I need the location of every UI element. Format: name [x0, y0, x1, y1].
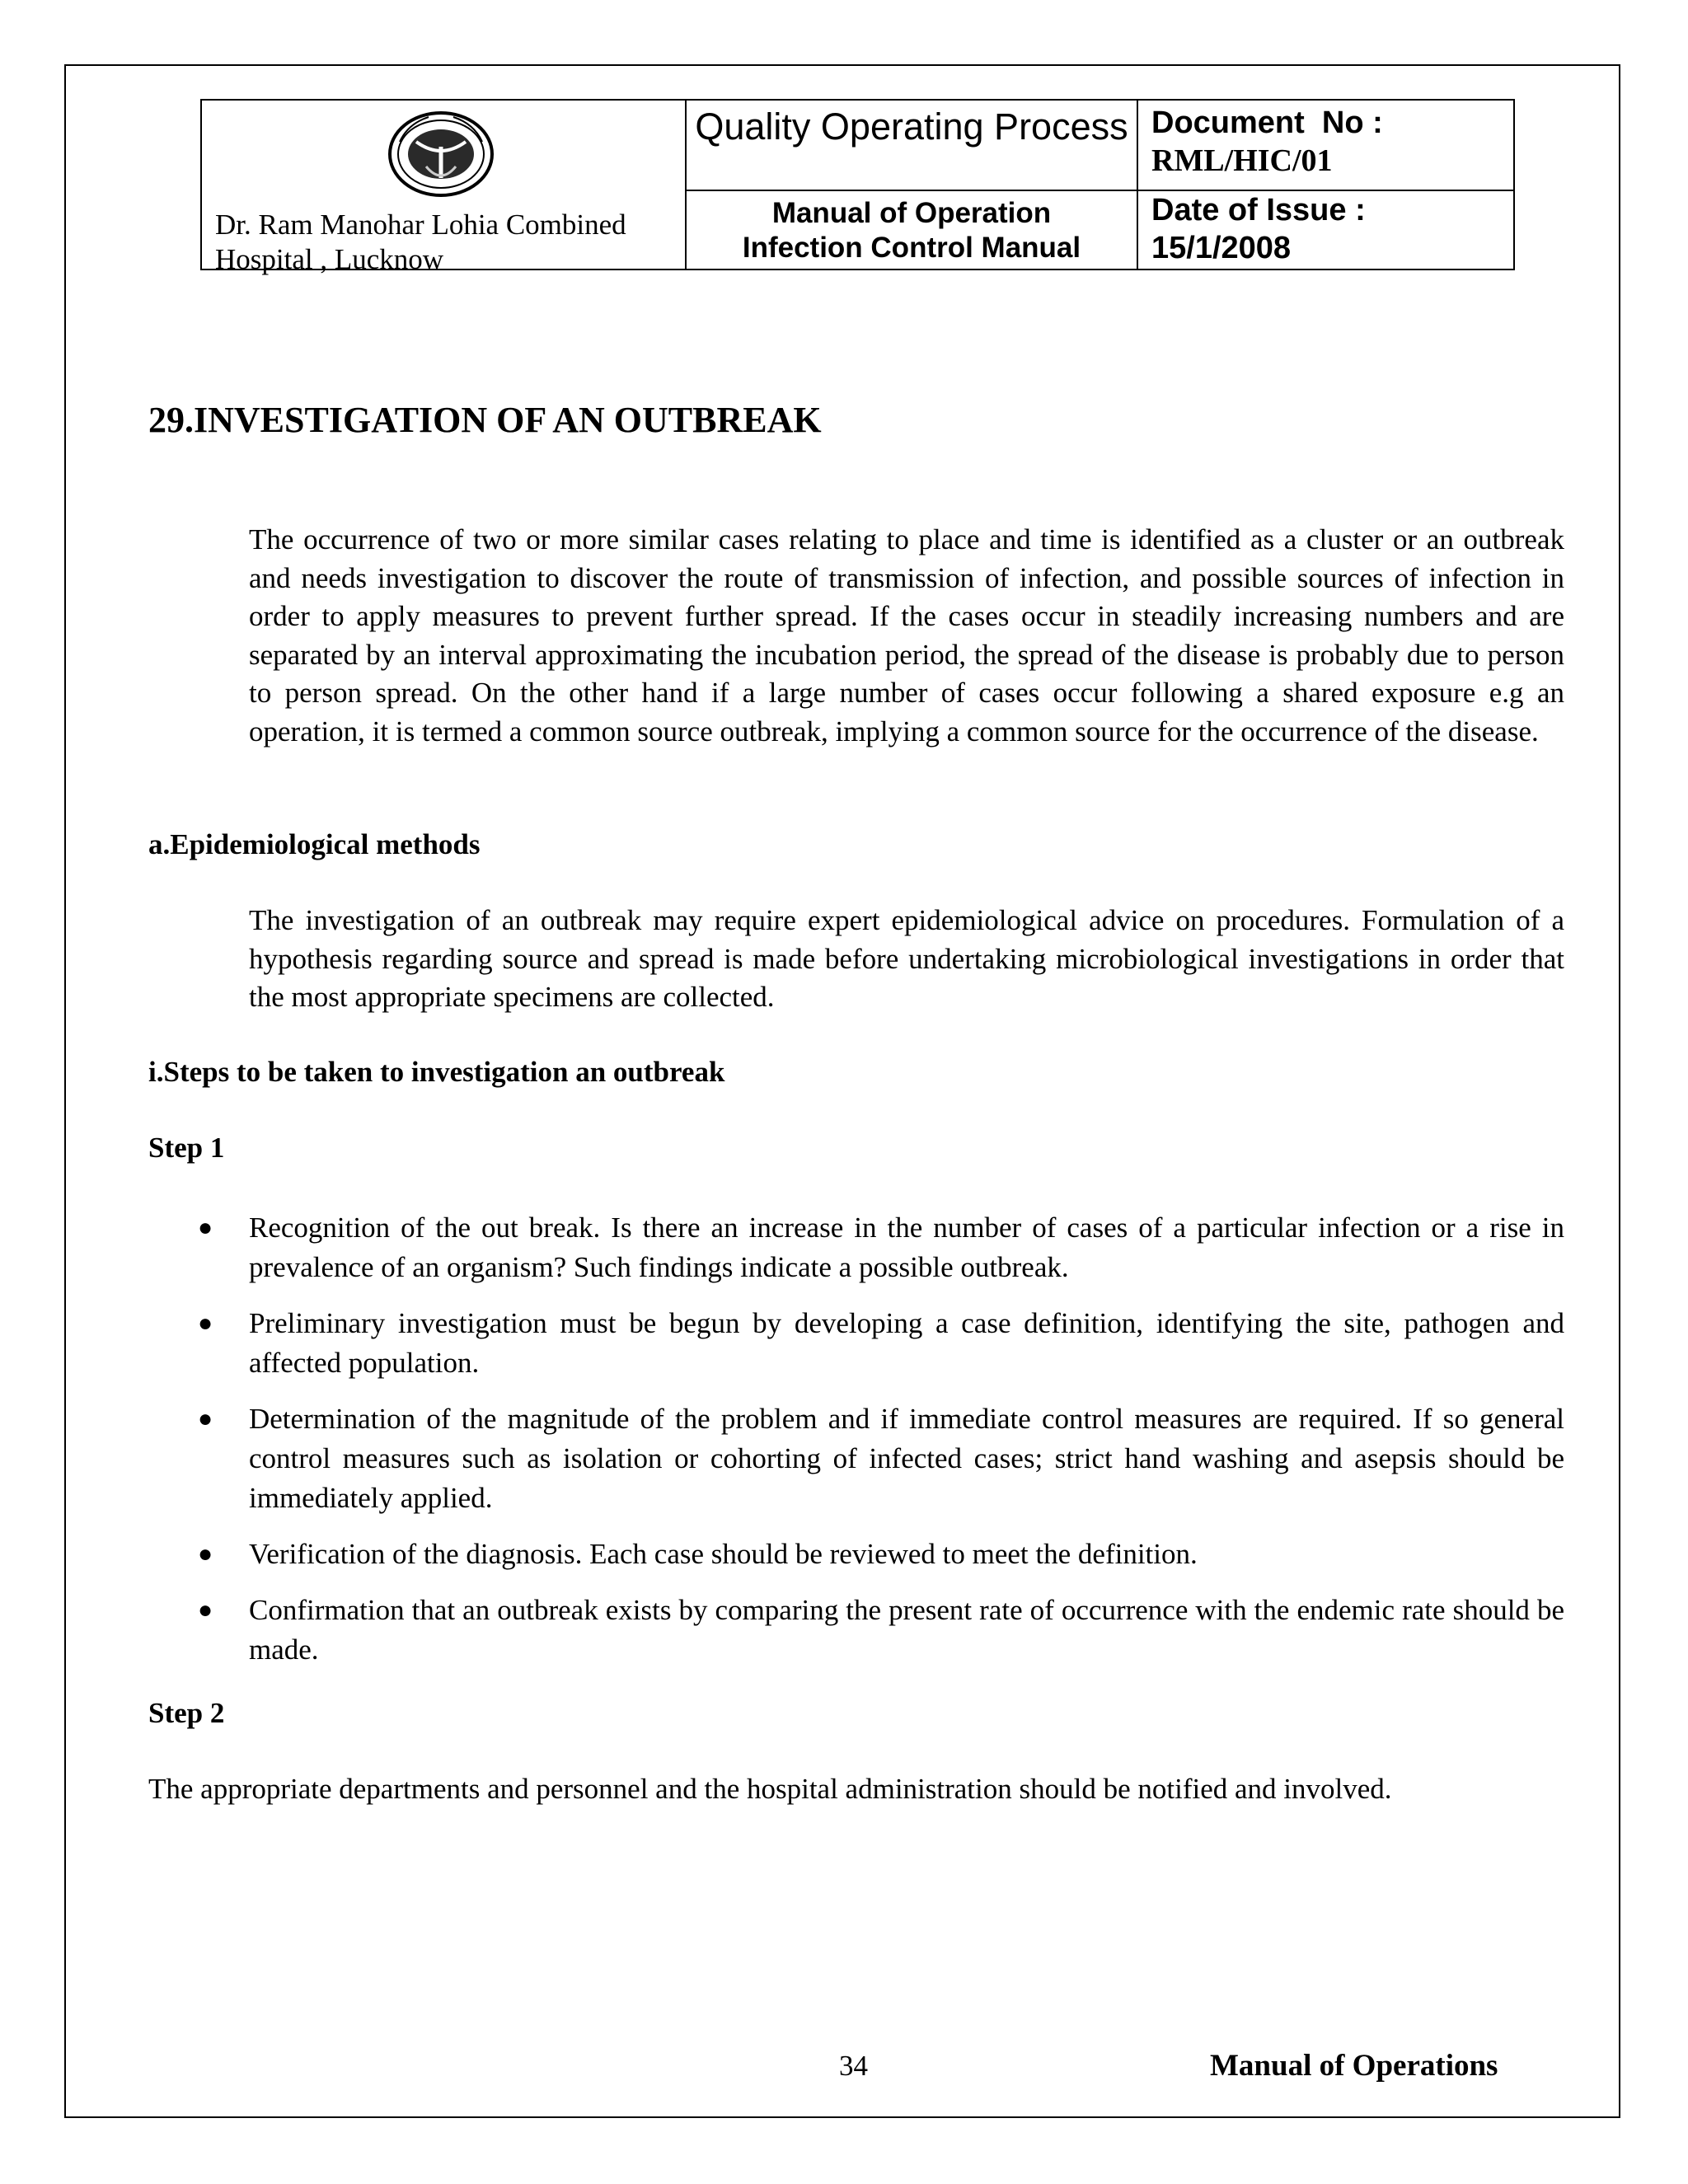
uttar-pradesh-emblem-icon [383, 109, 499, 199]
manual-line-2: Infection Control Manual [742, 232, 1081, 264]
bullet-item [198, 1208, 1564, 1287]
bullet-icon: ● [198, 1214, 213, 1241]
bullet-text: Preliminary investigation must be begun by developing a case definition, identifying the site, pathogen and affected population. [249, 1307, 1564, 1379]
document-number-value: RML/HIC/01 [1151, 143, 1333, 178]
bullet-item [198, 1535, 1564, 1574]
bullet-icon: ● [198, 1540, 213, 1568]
manual-title [687, 196, 1137, 265]
bullet-text: Determination of the magnitude of the problem and if immediate control measures are required. If so general control measures such as isolation or cohorting of infected cases; strict hand washing and asepsis should be immediately applied. [249, 1403, 1564, 1514]
step-2-paragraph: The appropriate departments and personnel and the hospital administration should be notified and involved. [148, 1773, 1392, 1805]
date-of-issue-label: Date of Issue : [1151, 193, 1366, 227]
page-border [64, 64, 1620, 2118]
bullet-icon: ● [198, 1405, 213, 1432]
bullet-text: Verification of the diagnosis. Each case should be reviewed to meet the definition. [249, 1538, 1198, 1570]
page-number: 34 [839, 2050, 868, 2082]
date-of-issue-value: 15/1/2008 [1151, 231, 1292, 265]
epidemiological-methods-paragraph: The investigation of an outbreak may require expert epidemiological advice on procedures. Formulation of a hypothesis regarding source and spread is made before undertaking microbiological investigations in order that the most appropriate specimens are collected. [249, 904, 1564, 1013]
bullet-item [198, 1399, 1564, 1518]
step-1-heading: Step 1 [148, 1132, 225, 1164]
quality-operating-process-title: Quality Operating Process [695, 105, 1128, 148]
qop-cell [687, 101, 1138, 191]
intro-paragraph: The occurrence of two or more similar cases relating to place and time is identified as a cluster or an outbreak and needs investigation to discover the route of transmission of infection, and possible sources of infection in order to apply measures to prevent further spread. If the cases occur in steadily increasing numbers and are separated by an interval approximating the incubation period, the spread of the disease is probably due to person to person spread. On the other hand if a large number of cases occur following a shared exposure e.g an operation, it is termed a common source outbreak, implying a common source for the occurrence of the disease. [249, 523, 1564, 748]
footer-title: Manual of Operations [1210, 2049, 1498, 2083]
step-2-heading: Step 2 [148, 1697, 225, 1729]
hospital-name: Dr. Ram Manohar Lohia Combined Hospital , Lucknow [215, 209, 626, 275]
bullet-text: Confirmation that an outbreak exists by comparing the present rate of occurrence with the endemic rate should be made. [249, 1594, 1564, 1666]
document-header-table [200, 99, 1515, 275]
bullet-icon: ● [198, 1596, 213, 1624]
section-title: 29.INVESTIGATION OF AN OUTBREAK [148, 400, 822, 440]
date-of-issue-cell [1138, 191, 1513, 269]
steps-heading: i.Steps to be taken to investigation an outbreak [148, 1056, 725, 1088]
bullet-icon: ● [198, 1310, 213, 1337]
document-number-cell [1138, 101, 1513, 191]
bullet-item [198, 1591, 1564, 1670]
document-number-label: Document No : [1151, 105, 1383, 140]
hospital-cell [202, 101, 687, 275]
bullet-text: Recognition of the out break. Is there an increase in the number of cases of a particular infection or a rise in prevalence of an organism? Such findings indicate a possible outbreak. [249, 1212, 1564, 1283]
manual-line-1: Manual of Operation [771, 197, 1052, 229]
epidemiological-methods-heading: a.Epidemiological methods [148, 828, 481, 860]
step-1-bullet-list [198, 1208, 1564, 1686]
manual-cell [687, 191, 1138, 269]
bullet-item [198, 1304, 1564, 1383]
